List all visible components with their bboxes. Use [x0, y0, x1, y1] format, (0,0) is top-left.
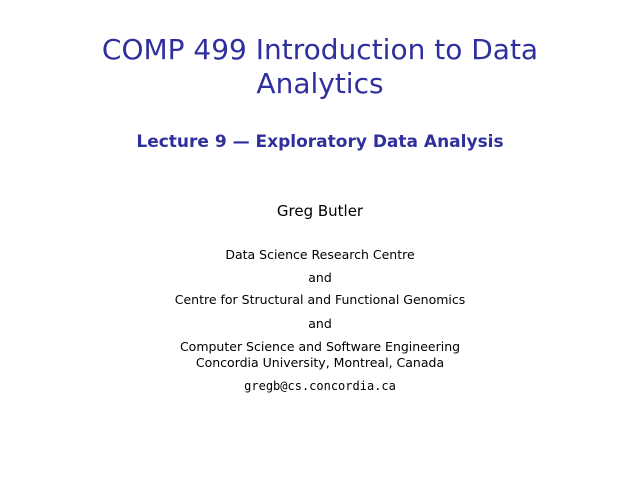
slide-title-line-2: Analytics [256, 67, 384, 100]
slide-title-line-1: COMP 499 Introduction to Data [101, 33, 539, 66]
author-email: gregb@cs.concordia.ca [244, 379, 396, 393]
affiliation-line: Concordia University, Montreal, Canada [195, 355, 445, 370]
slide-title [40, 33, 600, 101]
affiliation-conjunction: and [308, 270, 332, 285]
slide-subtitle: Lecture 9 — Exploratory Data Analysis [136, 132, 504, 152]
affiliation-conjunction: and [308, 316, 332, 331]
affiliation-line: Centre for Structural and Functional Genomics [174, 292, 466, 307]
affiliation-line: Data Science Research Centre [225, 247, 415, 262]
affiliation-line: Computer Science and Software Engineering [179, 339, 461, 354]
author-name: Greg Butler [276, 202, 364, 220]
